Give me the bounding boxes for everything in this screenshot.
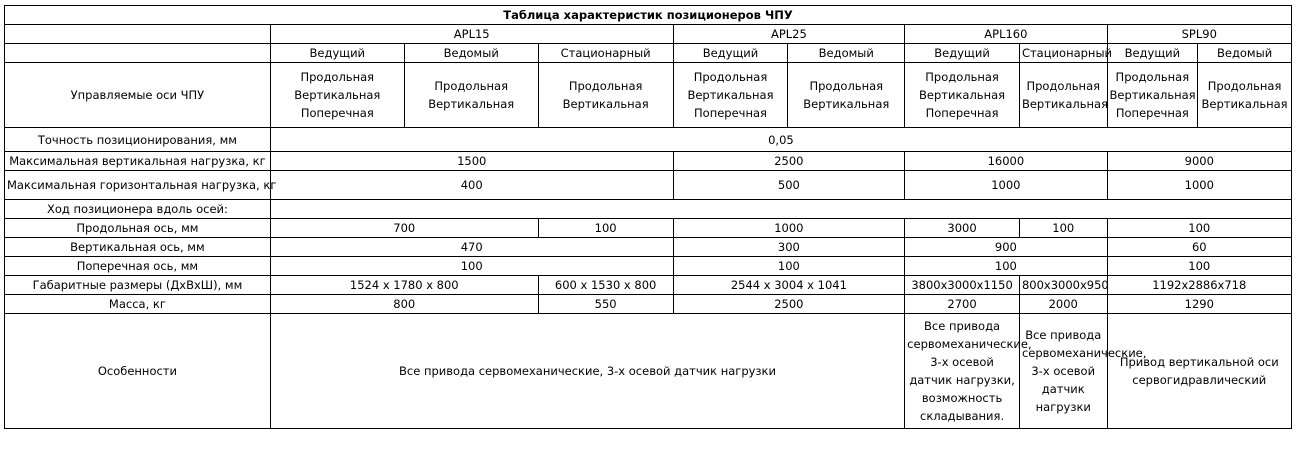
value-cell: 1524 x 1780 x 800	[270, 276, 538, 295]
row-label: Продольная ось, мм	[5, 219, 271, 238]
value-cell: 2500	[673, 295, 905, 314]
value-cell: 100	[1019, 219, 1107, 238]
axes-cell: Продольная Вертикальная Поперечная	[673, 63, 788, 128]
value-cell: 900	[905, 238, 1107, 257]
value-cell: 550	[538, 295, 673, 314]
value-cell: 300	[673, 238, 905, 257]
value-cell: 60	[1107, 238, 1291, 257]
dims-row	[5, 276, 1292, 295]
hload-row	[5, 171, 1292, 200]
axes-row	[5, 63, 1292, 128]
row-label: Поперечная ось, мм	[5, 257, 271, 276]
travel-header-row	[5, 200, 1292, 219]
axes-cell: Продольная Вертикальная Поперечная	[1107, 63, 1198, 128]
value-cell: 2500	[673, 152, 905, 171]
axes-cell: Продольная Вертикальная	[538, 63, 673, 128]
accuracy-value: 0,05	[270, 128, 1291, 152]
value-cell: 1000	[673, 219, 905, 238]
axes-cell: Продольная Вертикальная	[1198, 63, 1292, 128]
value-cell: 16000	[905, 152, 1107, 171]
role-cell: Ведущий	[673, 44, 788, 63]
row-label: Масса, кг	[5, 295, 271, 314]
axes-cell: Продольная Вертикальная	[404, 63, 538, 128]
role-header-row	[5, 44, 1292, 63]
role-cell: Стационарный	[1019, 44, 1107, 63]
value-cell: 800	[270, 295, 538, 314]
value-cell: 100	[1107, 257, 1291, 276]
role-cell: Ведомый	[404, 44, 538, 63]
value-cell: 100	[905, 257, 1107, 276]
model-header-row	[5, 25, 1292, 44]
row-label: Габаритные размеры (ДхВхШ), мм	[5, 276, 271, 295]
role-cell: Ведущий	[1107, 44, 1198, 63]
value-cell: 700	[270, 219, 538, 238]
value-cell: 400	[270, 171, 673, 200]
empty-cell	[270, 200, 1291, 219]
vload-row	[5, 152, 1292, 171]
role-cell: Ведущий	[905, 44, 1020, 63]
row-label: Вертикальная ось, мм	[5, 238, 271, 257]
features-apl160-lead: Все привода сервомеханические, 3-х осевой датчик нагрузки, возможность складывания.	[905, 314, 1020, 429]
role-cell: Ведомый	[788, 44, 905, 63]
value-cell: 800x3000x950	[1019, 276, 1107, 295]
value-cell: 100	[673, 257, 905, 276]
axes-cell: Продольная Вертикальная	[1019, 63, 1107, 128]
role-cell: Ведомый	[1198, 44, 1292, 63]
value-cell: 2700	[905, 295, 1020, 314]
value-cell: 3000	[905, 219, 1020, 238]
value-cell: 1290	[1107, 295, 1291, 314]
value-cell: 100	[270, 257, 673, 276]
features-spl90: Привод вертикальной оси сервогидравлический	[1107, 314, 1291, 429]
value-cell: 100	[1107, 219, 1291, 238]
value-cell: 2000	[1019, 295, 1107, 314]
role-cell: Ведущий	[270, 44, 404, 63]
value-cell: 470	[270, 238, 673, 257]
value-cell: 100	[538, 219, 673, 238]
axes-cell: Продольная Вертикальная	[788, 63, 905, 128]
value-cell: 500	[673, 171, 905, 200]
value-cell: 1000	[905, 171, 1107, 200]
axes-cell: Продольная Вертикальная Поперечная	[905, 63, 1020, 128]
value-cell: 2544 x 3004 x 1041	[673, 276, 905, 295]
value-cell: 1500	[270, 152, 673, 171]
transverse-row	[5, 257, 1292, 276]
positioner-spec-table	[4, 5, 1292, 429]
axes-cell: Продольная Вертикальная Поперечная	[270, 63, 404, 128]
longitudinal-row	[5, 219, 1292, 238]
spec-table-container	[4, 5, 1292, 429]
row-label: Особенности	[5, 314, 271, 429]
model-apl25: APL25	[673, 25, 905, 44]
value-cell: 9000	[1107, 152, 1291, 171]
empty-cell	[5, 25, 271, 44]
row-label: Максимальная горизонтальная нагрузка, кг	[5, 171, 271, 200]
model-apl160: APL160	[905, 25, 1107, 44]
row-label: Управляемые оси ЧПУ	[5, 63, 271, 128]
row-label: Ход позиционера вдоль осей:	[5, 200, 271, 219]
value-cell: 1000	[1107, 171, 1291, 200]
role-cell: Стационарный	[538, 44, 673, 63]
features-row	[5, 314, 1292, 429]
empty-cell	[5, 44, 271, 63]
value-cell: 1192x2886x718	[1107, 276, 1291, 295]
value-cell: 3800x3000x1150	[905, 276, 1020, 295]
model-spl90: SPL90	[1107, 25, 1291, 44]
vertical-row	[5, 238, 1292, 257]
value-cell: 600 x 1530 x 800	[538, 276, 673, 295]
row-label: Максимальная вертикальная нагрузка, кг	[5, 152, 271, 171]
model-apl15: APL15	[270, 25, 673, 44]
features-common: Все привода сервомеханические, 3-х осевой датчик нагрузки	[270, 314, 904, 429]
features-apl160-stat: Все привода сервомеханические, 3-х осевой датчик нагрузки	[1019, 314, 1107, 429]
accuracy-row	[5, 128, 1292, 152]
row-label: Точность позиционирования, мм	[5, 128, 271, 152]
mass-row	[5, 295, 1292, 314]
table-title: Таблица характеристик позиционеров ЧПУ	[5, 6, 1292, 25]
